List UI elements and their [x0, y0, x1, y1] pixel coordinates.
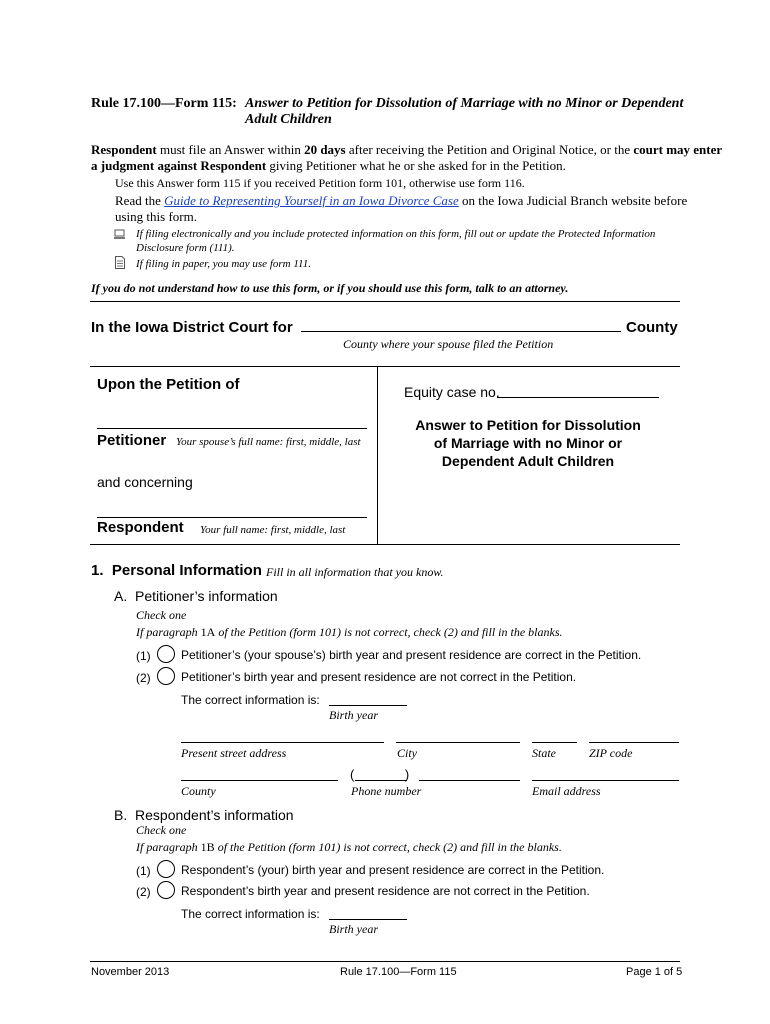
petitioner-county-field[interactable]: [181, 780, 338, 781]
document-title-line: of Marriage with no Minor or: [433, 435, 623, 451]
option-b1-radio[interactable]: [157, 860, 175, 878]
city-hint: City: [397, 746, 417, 760]
respondent-name-field[interactable]: [97, 517, 367, 518]
correct-info-label-a: The correct information is:: [181, 693, 320, 707]
computer-icon: [114, 227, 125, 238]
concerning-label: and concerning: [97, 474, 193, 490]
case-number-label: Equity case no.: [404, 384, 500, 400]
guide-link[interactable]: Guide to Representing Yourself in an Iowa Divorce Case: [164, 193, 459, 208]
document-icon: [115, 256, 125, 269]
efile-note-line2: Disclosure form (111).: [136, 242, 235, 254]
footer-date: November 2013: [91, 966, 170, 978]
note-text: If paragraph: [136, 840, 201, 854]
read-guide-text: on the Iowa Judicial Branch website before: [458, 193, 688, 208]
option-a2-radio[interactable]: [157, 667, 175, 685]
petitioner-birth-year-field[interactable]: [329, 705, 407, 706]
paragraph-1b-note: [136, 840, 562, 855]
upon-petition-label: Upon the Petition of: [97, 376, 240, 393]
intro-bold-court: court may enter: [633, 142, 723, 157]
respondent-info-label: B. Respondent’s information: [114, 807, 294, 823]
intro-paragraph-line2: [91, 158, 566, 174]
respondent-label: Respondent: [97, 519, 184, 536]
option-a1-number: (1): [136, 649, 151, 663]
zip-hint: ZIP code: [589, 746, 633, 760]
intro-bold-judgment: a judgment against Respondent: [91, 158, 267, 173]
county-hint: County where your spouse filed the Petition: [343, 337, 554, 351]
note-text: If paragraph: [136, 625, 201, 639]
street-hint: Present street address: [181, 746, 287, 760]
county-field-hint: County: [181, 784, 216, 798]
intro-text: after receiving the Petition and Original Notice, or the: [345, 142, 634, 157]
check-one-b: Check one: [136, 823, 187, 837]
option-b1-label: Respondent’s (your) birth year and present residence are correct in the Petition.: [181, 863, 605, 877]
caption-bottom-border: [90, 544, 680, 545]
court-label: In the Iowa District Court for: [91, 319, 293, 336]
petitioner-label: Petitioner: [97, 432, 167, 449]
note-text: of the Petition (form 101) is not correct, check (2) and fill in the blanks.: [214, 840, 562, 854]
option-a2-number: (2): [136, 671, 151, 685]
state-hint: State: [532, 746, 556, 760]
efile-note-line1: If filing electronically and you include protected information on this form, fill out or update the Protected Information: [136, 228, 656, 240]
document-title-line: Dependent Adult Children: [441, 453, 615, 469]
petitioner-street-field[interactable]: [181, 742, 384, 743]
paragraph-1a-note: [136, 625, 563, 640]
footer-divider: [90, 961, 680, 962]
petitioner-city-field[interactable]: [396, 742, 520, 743]
footer-page: Page 1 of 5: [626, 966, 683, 978]
use-form-note: Use this Answer form 115 if you received Petition form 101, otherwise use form 116.: [115, 176, 525, 190]
option-a1-label: Petitioner’s (your spouse’s) birth year and present residence are correct in the Petition.: [181, 648, 642, 662]
attorney-warning: If you do not understand how to use this form, or if you should use this form, talk to an attorney.: [91, 281, 569, 295]
petitioner-hint: Your spouse’s full name: first, middle, last: [176, 436, 361, 448]
county-field[interactable]: [301, 331, 621, 332]
phone-hint: Phone number: [351, 784, 422, 798]
option-b2-number: (2): [136, 885, 151, 899]
intro-paragraph-line1: [91, 142, 722, 158]
note-ref: 1A: [200, 625, 216, 639]
birth-year-hint-a: Birth year: [329, 708, 378, 722]
read-guide-line2: using this form.: [115, 209, 197, 224]
petitioner-state-field[interactable]: [532, 742, 577, 743]
caption-top-border: [90, 366, 680, 367]
county-label: County: [626, 319, 678, 336]
check-one-a: Check one: [136, 608, 187, 622]
petitioner-info-label: A. Petitioner’s information: [114, 588, 278, 604]
correct-info-label-b: The correct information is:: [181, 907, 320, 921]
section-1-hint: Fill in all information that you know.: [266, 565, 444, 579]
option-b1-number: (1): [136, 864, 151, 878]
read-guide-line1: [115, 193, 687, 209]
document-title: [378, 416, 678, 470]
option-a2-label: Petitioner’s birth year and present residence are not correct in the Petition.: [181, 670, 577, 684]
phone-area-code[interactable]: ( ): [350, 767, 410, 782]
petitioner-zip-field[interactable]: [589, 742, 679, 743]
petitioner-name-field[interactable]: [97, 428, 367, 429]
email-hint: Email address: [532, 784, 601, 798]
petitioner-email-field[interactable]: [532, 780, 679, 781]
intro-bold-respondent: Respondent: [91, 142, 157, 157]
intro-text: giving Petitioner what he or she asked for in the Petition.: [266, 158, 566, 173]
paper-note: If filing in paper, you may use form 111.: [136, 258, 311, 270]
intro-text: must file an Answer within: [156, 142, 305, 157]
note-text: of the Petition (form 101) is not correct, check (2) and fill in the blanks.: [215, 625, 563, 639]
option-b2-label: Respondent’s birth year and present residence are not correct in the Petition.: [181, 884, 590, 898]
read-guide-text: Read the: [115, 193, 165, 208]
option-b2-radio[interactable]: [157, 881, 175, 899]
petitioner-phone-field[interactable]: [419, 780, 520, 781]
form-title-line1: Answer to Petition for Dissolution of Marriage with no Minor or Dependent: [245, 96, 684, 111]
case-number-field[interactable]: [497, 397, 659, 398]
respondent-birth-year-field[interactable]: [329, 919, 407, 920]
intro-bold-days: 20 days: [304, 142, 346, 157]
birth-year-hint-b: Birth year: [329, 922, 378, 936]
document-title-line: Answer to Petition for Dissolution: [415, 417, 641, 433]
footer-form: Rule 17.100—Form 115: [340, 966, 457, 978]
form-rule-label: Rule 17.100—Form 115:: [91, 96, 237, 111]
section-1-heading: 1. Personal Information: [91, 562, 262, 579]
option-a1-radio[interactable]: [157, 645, 175, 663]
note-ref: 1B: [200, 840, 215, 854]
divider: [90, 301, 680, 302]
phone-area-code-field[interactable]: [355, 780, 407, 781]
respondent-hint: Your full name: first, middle, last: [200, 524, 346, 536]
form-title-line2: Adult Children: [245, 112, 332, 127]
